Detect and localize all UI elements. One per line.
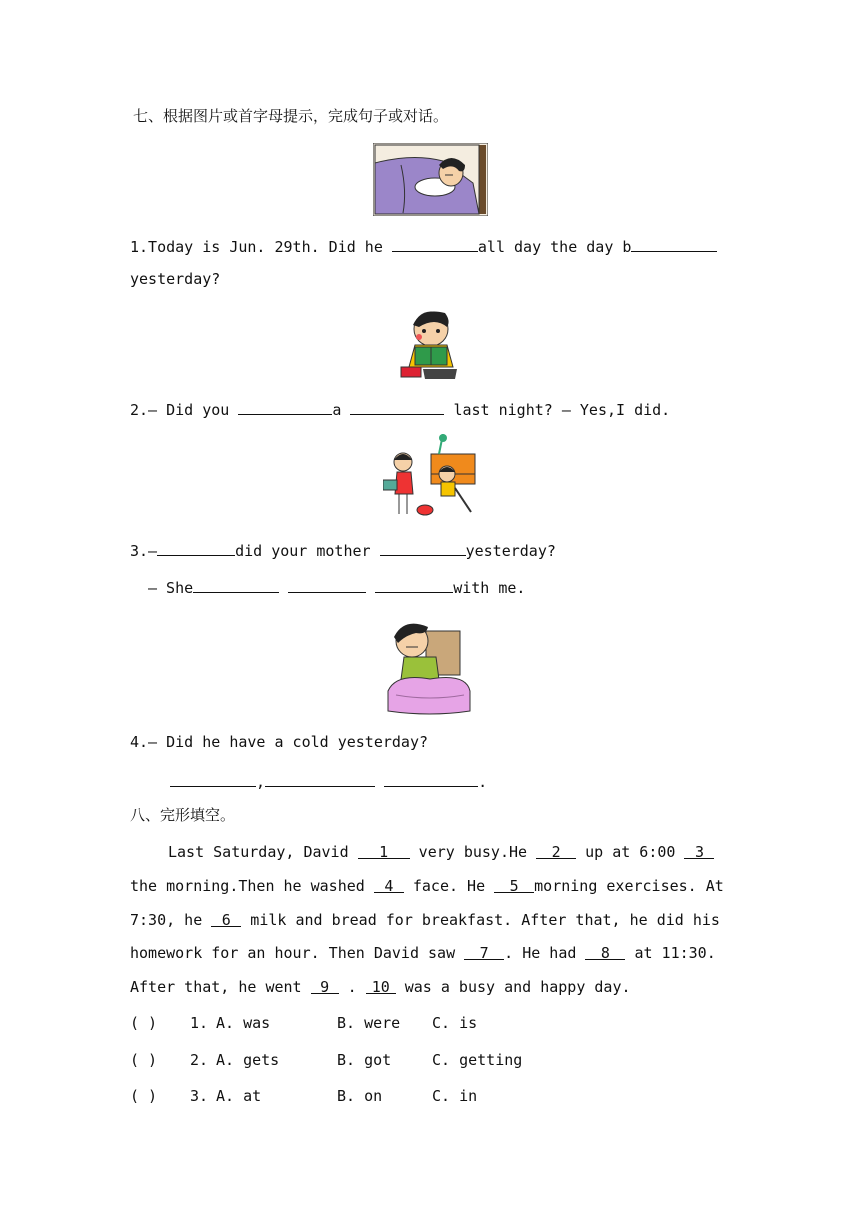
q3-text-a: 3.— — [130, 542, 158, 560]
passage-text: . He had — [504, 944, 586, 962]
option-a[interactable]: A. gets — [216, 1051, 280, 1069]
q2-text-a: 2.— Did you — [130, 401, 239, 419]
question-1-line1 — [130, 235, 717, 257]
q3-text-b: did your mother — [235, 542, 380, 560]
q3-text-e: with me. — [453, 579, 526, 597]
option-b[interactable]: B. were — [337, 1014, 401, 1032]
section8-heading: 八、完形填空。 — [130, 806, 236, 824]
q2-text-c: last night? — Yes,I did. — [444, 401, 671, 419]
q1-blank-2[interactable] — [631, 235, 717, 252]
q3-blank-2[interactable] — [380, 539, 466, 556]
passage-blank-6[interactable]: 6 — [211, 910, 241, 927]
option-c[interactable]: C. in — [432, 1087, 478, 1105]
q4-blank-3[interactable] — [384, 770, 478, 787]
q3-blank-5[interactable] — [375, 576, 453, 593]
passage-text: homework for an hour. Then David saw — [130, 944, 465, 962]
passage-blank-9[interactable]: 9 — [311, 977, 339, 994]
q3-blank-4[interactable] — [288, 576, 366, 593]
passage-blank-2[interactable]: 2 — [536, 842, 576, 859]
q2-text-b: a — [332, 401, 351, 419]
passage-text: at 11:30. — [625, 944, 716, 962]
passage-blank-1[interactable]: 1 — [358, 842, 410, 859]
question-1-line2: yesterday? — [130, 270, 221, 288]
reading-boy-illustration — [399, 305, 463, 381]
passage-blank-3[interactable]: 3 — [684, 842, 714, 859]
option-c[interactable]: C. getting — [432, 1051, 523, 1069]
q2-blank-1[interactable] — [238, 398, 332, 415]
q3-text-c: yesterday? — [465, 542, 556, 560]
q1-text-a: 1.Today is Jun. 29th. Did he — [130, 238, 392, 256]
answer-paren[interactable]: ( ) — [130, 1087, 158, 1105]
passage-text: the morning.Then he washed — [130, 877, 374, 895]
passage-text: 7:30, he — [130, 911, 212, 929]
cleaning-family-illustration — [383, 434, 477, 518]
sick-boy-illustration — [386, 613, 472, 716]
passage-line-1 — [168, 842, 714, 862]
question-number: 1. — [190, 1014, 209, 1032]
question-2 — [130, 398, 670, 420]
passage-line-4 — [130, 943, 716, 963]
q4-period: . — [478, 773, 488, 791]
q4-comma: , — [256, 773, 266, 791]
question-number: 3. — [190, 1087, 209, 1105]
answer-paren[interactable]: ( ) — [130, 1051, 158, 1069]
passage-text: up at 6:00 — [576, 843, 685, 861]
option-a[interactable]: A. at — [216, 1087, 262, 1105]
passage-blank-10[interactable]: 10 — [366, 977, 396, 994]
passage-text: very busy.He — [409, 843, 537, 861]
question-number: 2. — [190, 1051, 209, 1069]
q1-blank-1[interactable] — [392, 235, 478, 252]
answer-paren[interactable]: ( ) — [130, 1014, 158, 1032]
passage-text: face. He — [403, 877, 495, 895]
passage-blank-4[interactable]: 4 — [374, 876, 404, 893]
q4-blank-1[interactable] — [170, 770, 256, 787]
passage-text: milk and bread for breakfast. After that, he did his — [241, 911, 720, 929]
question-3-line2 — [148, 576, 525, 598]
q1-text-b: all day the day b — [477, 238, 632, 256]
passage-text: Last Saturday, David — [168, 843, 358, 861]
passage-text: was a busy and happy day. — [395, 978, 631, 996]
passage-text: After that, he went — [130, 978, 311, 996]
passage-blank-5[interactable]: 5 — [494, 876, 534, 893]
passage-blank-8[interactable]: 8 — [585, 943, 625, 960]
option-a[interactable]: A. was — [216, 1014, 271, 1032]
question-4-line1: 4.— Did he have a cold yesterday? — [130, 733, 429, 751]
passage-line-5 — [130, 977, 631, 997]
passage-text: morning exercises. At — [534, 877, 724, 895]
passage-blank-7[interactable]: 7 — [464, 943, 504, 960]
passage-line-2 — [130, 876, 724, 896]
passage-text: . — [338, 978, 366, 996]
option-b[interactable]: B. on — [337, 1087, 383, 1105]
section7-heading: 七、根据图片或首字母提示，完成句子或对话。 — [133, 107, 449, 125]
q3-blank-1[interactable] — [157, 539, 235, 556]
q3-blank-3[interactable] — [193, 576, 279, 593]
question-3-line1 — [130, 539, 556, 561]
option-c[interactable]: C. is — [432, 1014, 478, 1032]
question-4-line2 — [170, 770, 487, 792]
q2-blank-2[interactable] — [350, 398, 444, 415]
q4-blank-2[interactable] — [265, 770, 375, 787]
sleeping-boy-illustration — [373, 143, 488, 216]
passage-line-3 — [130, 910, 720, 930]
option-b[interactable]: B. got — [337, 1051, 392, 1069]
q3-text-d: — She — [148, 579, 194, 597]
